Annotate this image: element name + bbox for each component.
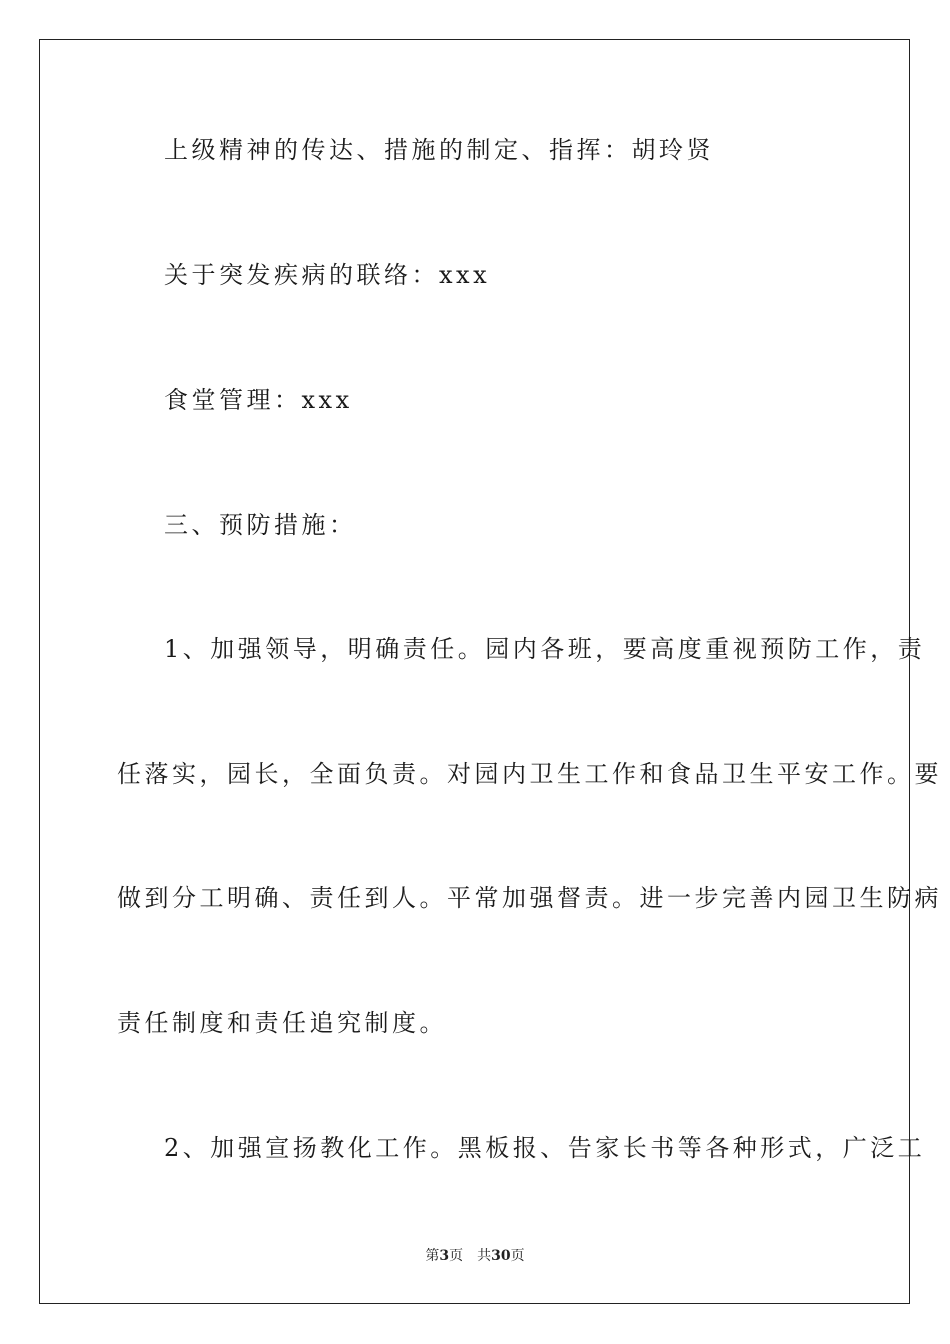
paragraph-1-line-4: 责任制度和责任追究制度。 <box>117 1009 447 1037</box>
footer-total-pages: 30 <box>491 1248 511 1264</box>
page-border <box>39 39 910 1304</box>
paragraph-1-line-3: 做到分工明确、责任到人。平常加强督责。进一步完善内园卫生防病 <box>117 884 942 912</box>
paragraph-1-line-2: 任落实，园长，全面负责。对园内卫生工作和食品卫生平安工作。要 <box>117 760 942 788</box>
paragraph-leadership-command: 上级精神的传达、措施的制定、指挥：胡玲贤 <box>164 136 714 164</box>
paragraph-canteen-management: 食堂管理：xxx <box>164 386 353 414</box>
footer-total-suffix: 页 <box>510 1248 525 1264</box>
paragraph-illness-contact: 关于突发疾病的联络：xxx <box>164 261 491 289</box>
footer-page-prefix: 第 <box>425 1248 440 1264</box>
footer-page-suffix: 页 <box>449 1248 464 1264</box>
footer-current-page: 3 <box>439 1248 450 1264</box>
page-footer <box>0 1246 950 1266</box>
footer-total-prefix: 共 <box>477 1248 492 1264</box>
paragraph-2-line-1: 2、加强宣扬教化工作。黑板报、告家长书等各种形式，广泛工 <box>164 1134 926 1162</box>
paragraph-1-line-1: 1、加强领导，明确责任。园内各班，要高度重视预防工作，责 <box>164 635 926 663</box>
section-heading-prevention: 三、预防措施： <box>164 511 357 539</box>
